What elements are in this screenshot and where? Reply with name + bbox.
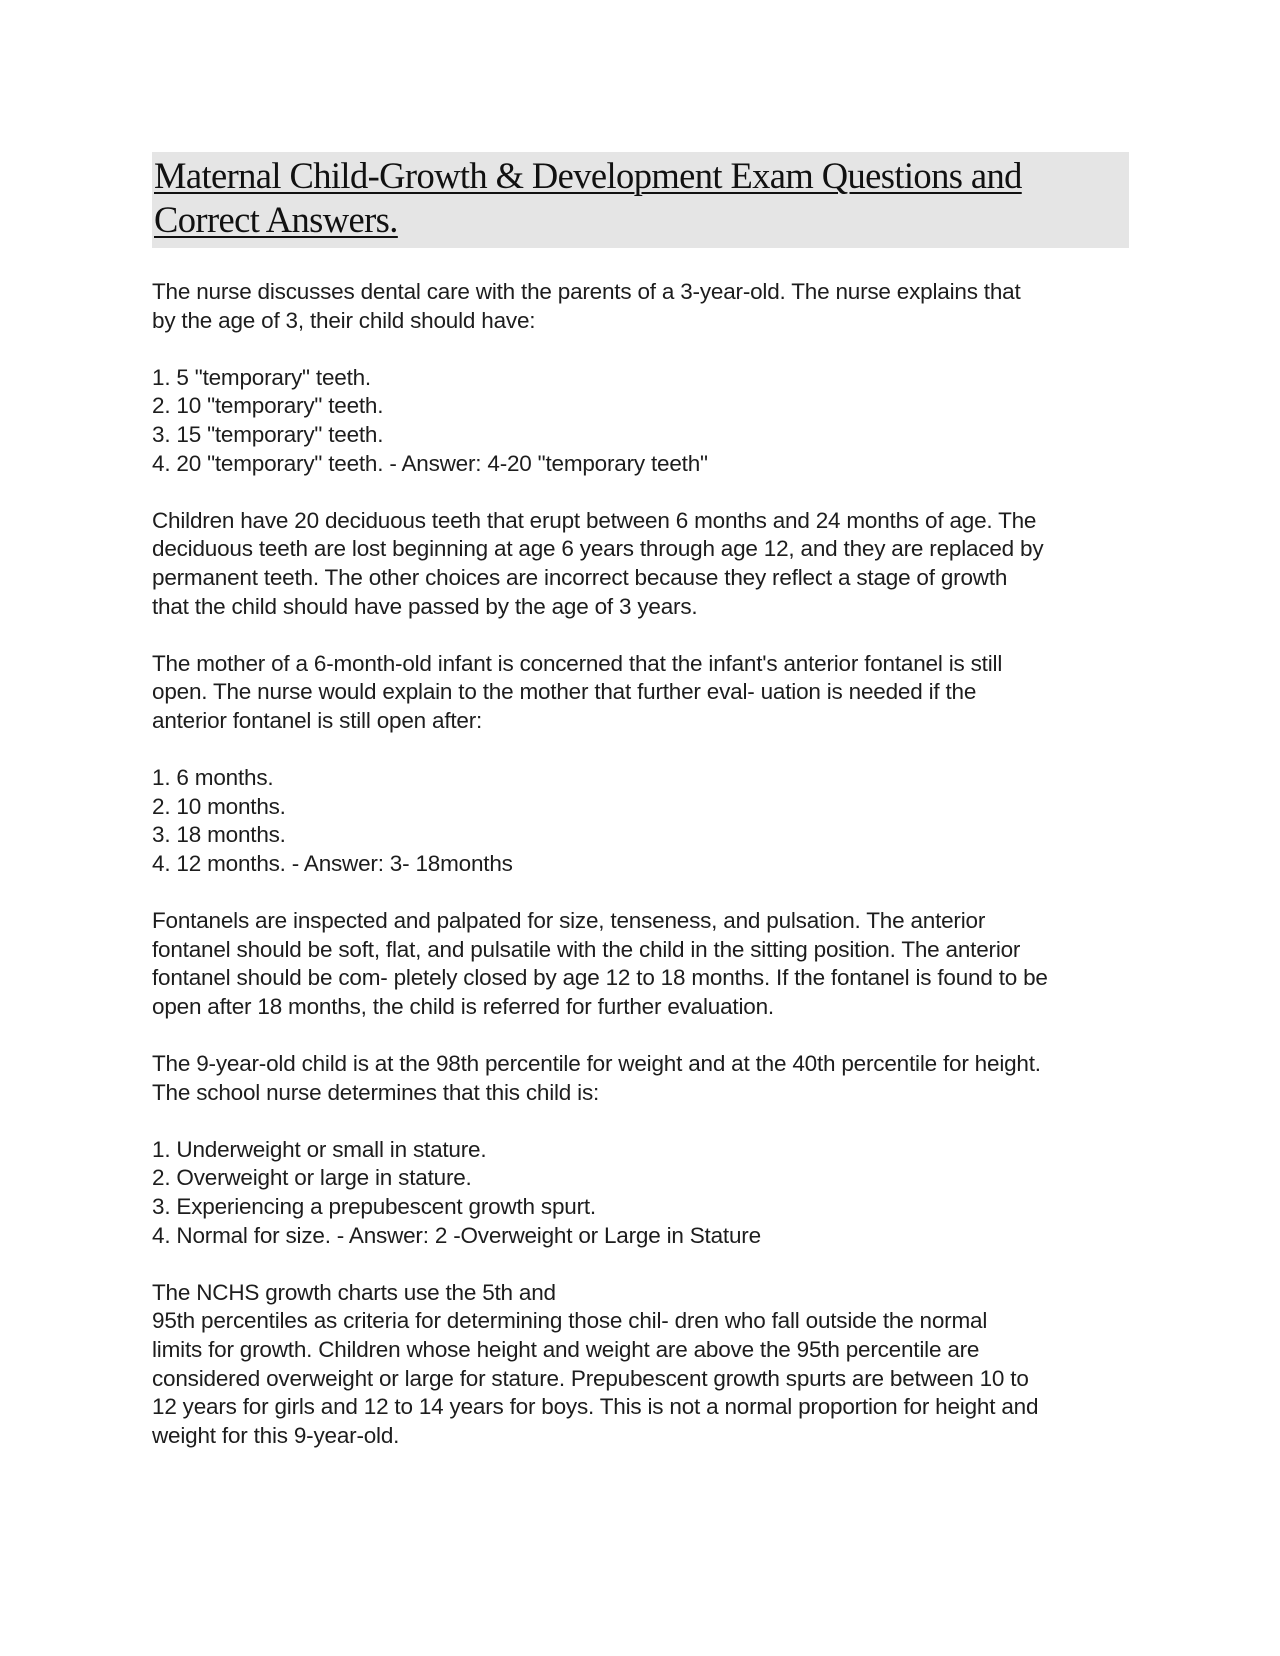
answer-option: 3. 18 months.: [152, 822, 286, 848]
answer-option: 4. Normal for size. - Answer: 2 -Overweight or Large in Stature: [152, 1222, 761, 1248]
spacer: [152, 878, 1129, 907]
answer-option: 2. 10 "temporary" teeth.: [152, 393, 384, 419]
document-title: [154, 154, 1125, 242]
spacer: [152, 335, 1129, 364]
text-line: Children have 20 deciduous teeth that erupt between 6 months and 24 months of age. The: [152, 507, 1037, 533]
answer-option: 3. 15 "temporary" teeth.: [152, 421, 384, 447]
spacer: [152, 621, 1129, 650]
question-1-options: [152, 364, 1129, 478]
spacer: [152, 1021, 1129, 1050]
text-line: The nurse discusses dental care with the parents of a 3-year-old. The nurse explains that: [152, 279, 1021, 304]
answer-option: 2. Overweight or large in stature.: [152, 1165, 472, 1191]
text-line: anterior fontanel is still open after:: [152, 707, 483, 733]
question-3-stem: [152, 1050, 1129, 1107]
text-line: open after 18 months, the child is referred for further evaluation.: [152, 993, 774, 1019]
question-2-rationale: [152, 907, 1129, 1021]
text-line: The mother of a 6-month-old infant is concerned that the infant's anterior fontanel is still: [152, 650, 1003, 676]
text-line: Fontanels are inspected and palpated for size, tenseness, and pulsation. The anterior: [152, 908, 986, 934]
title-band: [152, 152, 1129, 248]
answer-option: 4. 12 months. - Answer: 3- 18months: [152, 850, 513, 876]
question-3-options: [152, 1136, 1129, 1250]
title-line: Correct Answers.: [154, 199, 398, 240]
text-line: limits for growth. Children whose height and weight are above the 95th percentile are: [152, 1336, 980, 1362]
text-line: fontanel should be com- pletely closed by age 12 to 18 months. If the fontanel is found to be: [152, 965, 1048, 991]
text-line: permanent teeth. The other choices are incorrect because they reflect a stage of growth: [152, 564, 1008, 590]
answer-option: 1. Underweight or small in stature.: [152, 1136, 487, 1162]
text-line: that the child should have passed by the age of 3 years.: [152, 593, 698, 619]
question-3-rationale: [152, 1279, 1129, 1451]
document-body: [152, 278, 1129, 1450]
spacer: [152, 1250, 1129, 1279]
answer-option: 1. 6 months.: [152, 765, 274, 791]
answer-option: 2. 10 months.: [152, 793, 286, 819]
text-line: 95th percentiles as criteria for determining those chil- dren who fall outside the normal: [152, 1308, 988, 1334]
text-line: The school nurse determines that this child is:: [152, 1079, 600, 1105]
answer-option: 1. 5 "temporary" teeth.: [152, 364, 371, 390]
text-line: open. The nurse would explain to the mother that further eval- uation is needed if the: [152, 679, 977, 705]
question-1-stem: [152, 278, 1129, 335]
text-line: 12 years for girls and 12 to 14 years for boys. This is not a normal proportion for height and: [152, 1394, 1039, 1420]
document-page: [152, 152, 1129, 1450]
text-line: considered overweight or large for stature. Prepubescent growth spurts are between 10 to: [152, 1365, 1029, 1391]
question-2-options: [152, 764, 1129, 878]
question-1-rationale: [152, 507, 1129, 621]
spacer: [152, 1107, 1129, 1136]
title-line: Maternal Child-Growth & Development Exam Questions and: [154, 155, 1022, 196]
answer-option: 4. 20 "temporary" teeth. - Answer: 4-20 "temporary teeth": [152, 450, 708, 476]
spacer: [152, 478, 1129, 507]
answer-option: 3. Experiencing a prepubescent growth spurt.: [152, 1194, 596, 1219]
question-2-stem: [152, 650, 1129, 736]
text-line: deciduous teeth are lost beginning at age 6 years through age 12, and they are replaced by: [152, 536, 1044, 562]
text-line: by the age of 3, their child should have:: [152, 307, 536, 333]
spacer: [152, 736, 1129, 765]
text-line: fontanel should be soft, flat, and pulsatile with the child in the sitting position. The anterior: [152, 936, 1021, 962]
text-line: weight for this 9-year-old.: [152, 1422, 400, 1448]
text-line: The 9-year-old child is at the 98th percentile for weight and at the 40th percentile for height.: [152, 1051, 1041, 1077]
text-line: The NCHS growth charts use the 5th and: [152, 1279, 556, 1305]
